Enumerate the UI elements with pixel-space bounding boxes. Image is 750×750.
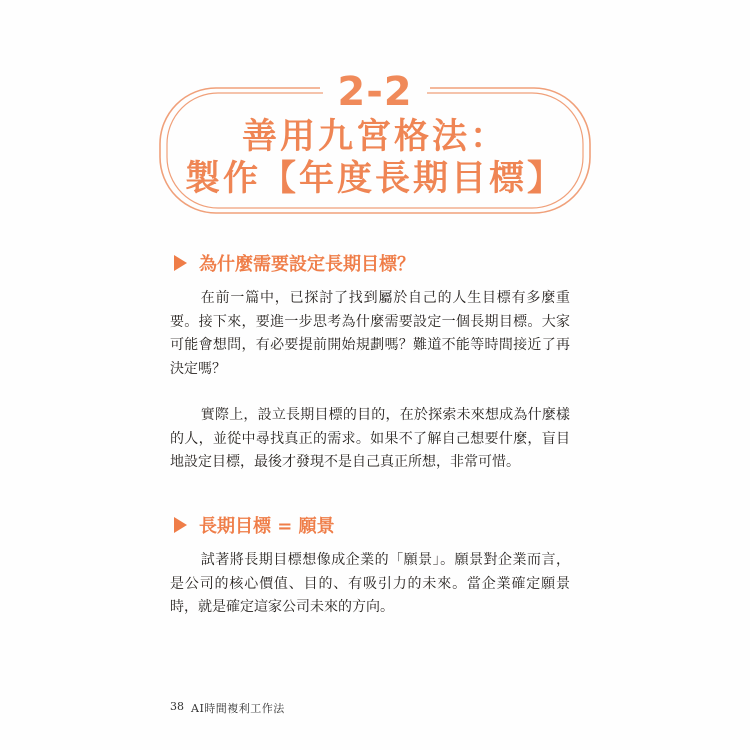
section-heading-text: 為什麼需要設定長期目標？	[199, 254, 415, 275]
section-heading-why-long-term-goals	[174, 251, 415, 275]
triangle-arrow-icon	[174, 517, 187, 533]
section-heading-text: 長期目標 = 願景	[199, 516, 335, 537]
chapter-title-line-1: 善用九宮格法：	[241, 117, 508, 157]
body-paragraph: 實際上，設立長期目標的目的，在於探索未來想成為什麼樣的人，並從中尋找真正的需求。如果不了解自己想要什麼，盲目地設定目標，最後才發現不是自己真正所想，非常可惜。	[170, 407, 570, 470]
book-title-footer: AI時間複利工作法	[191, 702, 285, 715]
body-paragraph: 試著將長期目標想像成企業的「願景」。願景對企業而言，是公司的核心價值、目的、有吸引力的未來。當企業確定願景時，就是確定這家公司未來的方向。	[170, 552, 570, 615]
chapter-number: 2-2	[337, 69, 413, 115]
body-paragraph: 在前一篇中，已探討了找到屬於自己的人生目標有多麼重要。接下來，要進一步思考為什麼需要設定一個長期目標。大家可能會想問，有必要提前開始規劃嗎？難道不能等時間接近了再決定嗎？	[170, 290, 570, 377]
section-heading-long-term-goal-vision	[174, 513, 335, 537]
page-number: 38	[170, 700, 184, 713]
chapter-title-line-2: 製作【年度長期目標】	[184, 159, 565, 199]
triangle-arrow-icon	[174, 255, 187, 271]
